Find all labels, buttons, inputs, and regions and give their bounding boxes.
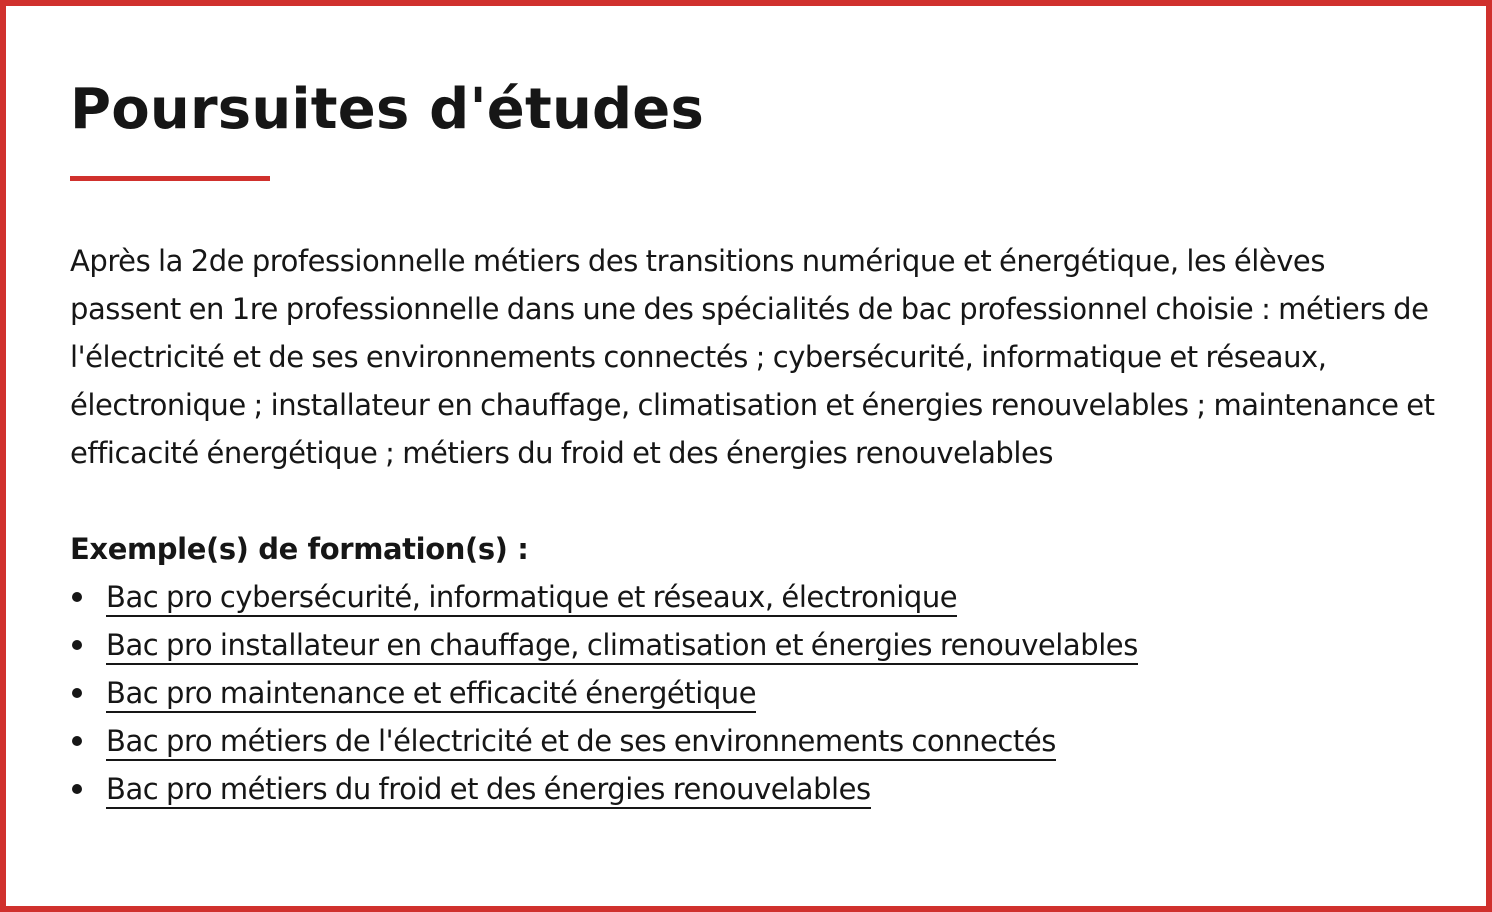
list-item <box>70 573 1450 621</box>
bullet-icon <box>72 784 82 794</box>
examples-list <box>70 573 1450 813</box>
list-item <box>70 621 1450 669</box>
title-accent-rule <box>70 176 270 181</box>
formation-link-cybersecurite[interactable]: Bac pro cybersécurité, informatique et réseaux, électronique <box>106 580 957 617</box>
bullet-icon <box>72 592 82 602</box>
bullet-icon <box>72 736 82 746</box>
list-item <box>70 765 1450 813</box>
section-title: Poursuites d'études <box>70 77 705 142</box>
formation-link-electricite[interactable]: Bac pro métiers de l'électricité et de ses environnements connectés <box>106 724 1056 761</box>
section-content <box>70 66 1450 813</box>
section-intro-text: Après la 2de professionnelle métiers des transitions numérique et énergétique, les élèves passent en 1re professionnelle dans une des spécialités de bac professionnel choisie : métiers de l'électricité et de ses environnements connectés ; cybersécurité, informatique et réseaux, électronique ; installateur en chauffage, climatisation et énergies renouvelables ; maintenance et efficacité énergétique ; métiers du froid et des énergies renouvelables <box>70 244 1435 470</box>
list-item <box>70 669 1450 717</box>
examples-label: Exemple(s) de formation(s) : <box>70 532 529 566</box>
bullet-icon <box>72 640 82 650</box>
formation-link-installateur-chauffage[interactable]: Bac pro installateur en chauffage, climatisation et énergies renouvelables <box>106 628 1138 665</box>
formation-link-froid-energies[interactable]: Bac pro métiers du froid et des énergies renouvelables <box>106 772 871 809</box>
list-item <box>70 717 1450 765</box>
formation-link-maintenance-efficacite[interactable]: Bac pro maintenance et efficacité énergétique <box>106 676 756 713</box>
bullet-icon <box>72 688 82 698</box>
